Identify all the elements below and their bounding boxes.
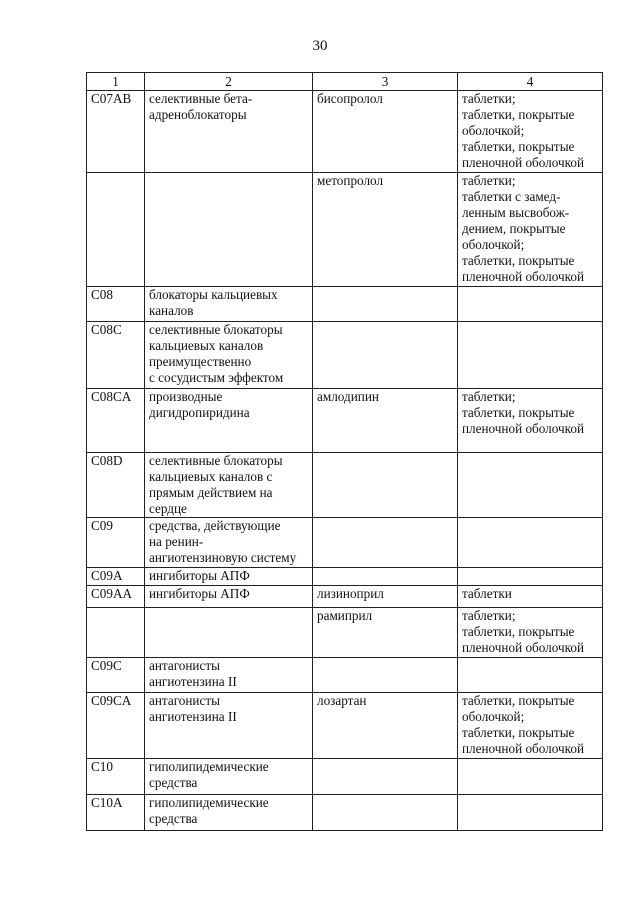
group-cell xyxy=(145,759,313,795)
form-cell xyxy=(458,568,603,586)
form-cell xyxy=(458,795,603,831)
drug-name: бисопролол xyxy=(317,91,383,106)
drug-cell xyxy=(313,568,458,586)
table-row xyxy=(87,693,603,759)
dosage-form: таблетки; таблетки, покрытые пленочной оболочкой xyxy=(462,608,585,655)
group-cell xyxy=(145,322,313,389)
drug-name: лозартан xyxy=(317,693,367,708)
table-row xyxy=(87,795,603,831)
atc-code: C10 xyxy=(91,759,113,774)
atc-code-cell xyxy=(87,693,145,759)
group-cell xyxy=(145,453,313,518)
group-name: селективные блокаторы кальциевых каналов с прямым действием на сердце xyxy=(149,453,283,516)
atc-code-cell xyxy=(87,658,145,693)
atc-code-cell xyxy=(87,795,145,831)
drug-name: лизиноприл xyxy=(317,586,384,601)
atc-code: C09 xyxy=(91,518,113,533)
atc-code-cell xyxy=(87,287,145,322)
group-cell xyxy=(145,568,313,586)
atc-code-cell xyxy=(87,608,145,658)
atc-code-cell xyxy=(87,453,145,518)
atc-code-cell xyxy=(87,389,145,453)
atc-code: C09C xyxy=(91,658,122,673)
atc-code: C08 xyxy=(91,287,113,302)
group-name: производные дигидропиридина xyxy=(149,389,250,420)
table-row xyxy=(87,759,603,795)
table-row xyxy=(87,658,603,693)
atc-code: C08C xyxy=(91,322,122,337)
table-row xyxy=(87,173,603,287)
drug-cell xyxy=(313,658,458,693)
group-cell xyxy=(145,608,313,658)
group-name: антагонисты ангиотензина II xyxy=(149,693,237,724)
drug-cell xyxy=(313,322,458,389)
drug-cell xyxy=(313,795,458,831)
form-cell xyxy=(458,608,603,658)
column-header-4: 4 xyxy=(458,73,603,91)
form-cell xyxy=(458,91,603,173)
group-cell xyxy=(145,658,313,693)
group-name: ингибиторы АПФ xyxy=(149,586,250,601)
dosage-form: таблетки; таблетки, покрытые оболочкой; таблетки, покрытые пленочной оболочкой xyxy=(462,91,585,170)
group-cell xyxy=(145,586,313,608)
table-row xyxy=(87,389,603,453)
atc-code: C08D xyxy=(91,453,123,468)
drug-name: амлодипин xyxy=(317,389,379,404)
form-cell xyxy=(458,322,603,389)
group-cell xyxy=(145,518,313,568)
atc-code-cell xyxy=(87,586,145,608)
column-header-3: 3 xyxy=(313,73,458,91)
group-name: антагонисты ангиотензина II xyxy=(149,658,237,689)
dosage-form: таблетки; таблетки, покрытые пленочной оболочкой xyxy=(462,389,585,436)
group-cell xyxy=(145,693,313,759)
table-row xyxy=(87,518,603,568)
drug-cell xyxy=(313,518,458,568)
drug-classification-table xyxy=(86,72,603,831)
group-name: селективные бета- адреноблокаторы xyxy=(149,91,253,122)
drug-cell xyxy=(313,693,458,759)
atc-code: C07AB xyxy=(91,91,132,106)
drug-cell xyxy=(313,586,458,608)
atc-code: C08CA xyxy=(91,389,132,404)
group-cell xyxy=(145,173,313,287)
group-cell xyxy=(145,287,313,322)
form-cell xyxy=(458,453,603,518)
atc-code-cell xyxy=(87,173,145,287)
group-name: гиполипидемические средства xyxy=(149,795,269,826)
dosage-form: таблетки, покрытые оболочкой; таблетки, покрытые пленочной оболочкой xyxy=(462,693,585,756)
group-cell xyxy=(145,389,313,453)
form-cell xyxy=(458,759,603,795)
header-row xyxy=(87,73,603,91)
dosage-form: таблетки; таблетки с замед- ленным высвобож- дением, покрытые оболочкой; таблетки, покрытые пленочной оболочкой xyxy=(462,173,585,284)
atc-code: C10A xyxy=(91,795,123,810)
atc-code-cell xyxy=(87,568,145,586)
group-name: ингибиторы АПФ xyxy=(149,568,250,583)
table-row xyxy=(87,568,603,586)
page-number: 30 xyxy=(312,38,328,54)
atc-code-cell xyxy=(87,759,145,795)
group-name: селективные блокаторы кальциевых каналов преимущественно с сосудистым эффектом xyxy=(149,322,284,385)
table-row xyxy=(87,608,603,658)
group-name: блокаторы кальциевых каналов xyxy=(149,287,278,318)
dosage-form: таблетки xyxy=(462,586,512,601)
table-row xyxy=(87,287,603,322)
drug-name: метопролол xyxy=(317,173,384,188)
form-cell xyxy=(458,173,603,287)
table-row xyxy=(87,453,603,518)
table-row xyxy=(87,91,603,173)
column-header-1: 1 xyxy=(87,73,145,91)
drug-cell xyxy=(313,287,458,322)
group-name: гиполипидемические средства xyxy=(149,759,269,790)
atc-code: C09A xyxy=(91,568,123,583)
drug-cell xyxy=(313,173,458,287)
form-cell xyxy=(458,287,603,322)
form-cell xyxy=(458,389,603,453)
form-cell xyxy=(458,658,603,693)
atc-code-cell xyxy=(87,322,145,389)
table-row xyxy=(87,322,603,389)
table-row xyxy=(87,586,603,608)
drug-name: рамиприл xyxy=(317,608,373,623)
form-cell xyxy=(458,693,603,759)
drug-cell xyxy=(313,608,458,658)
column-header-2: 2 xyxy=(145,73,313,91)
group-cell xyxy=(145,795,313,831)
atc-code: C09CA xyxy=(91,693,132,708)
atc-code-cell xyxy=(87,518,145,568)
form-cell xyxy=(458,518,603,568)
atc-code: C09AA xyxy=(91,586,133,601)
form-cell xyxy=(458,586,603,608)
group-name: средства, действующие на ренин- ангиотензиновую систему xyxy=(149,518,297,565)
drug-cell xyxy=(313,453,458,518)
group-cell xyxy=(145,91,313,173)
drug-cell xyxy=(313,91,458,173)
atc-code-cell xyxy=(87,91,145,173)
drug-cell xyxy=(313,759,458,795)
drug-cell xyxy=(313,389,458,453)
